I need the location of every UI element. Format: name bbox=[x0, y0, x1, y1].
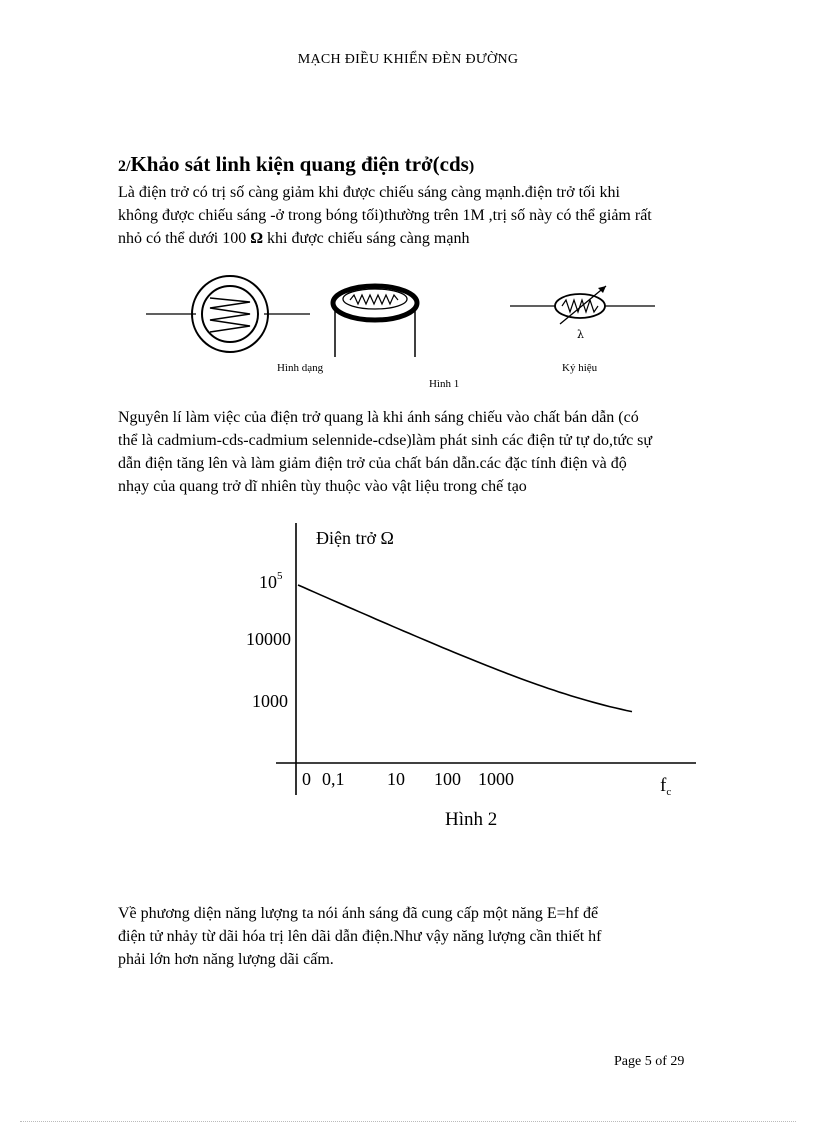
section-title: Khảo sát linh kiện quang điện trở(cds bbox=[130, 152, 469, 176]
principle-line: Nguyên lí làm việc của điện trở quang là khi ánh sáng chiếu vào chất bán dẫn (có bbox=[118, 409, 639, 426]
energy-line: Về phương diện năng lượng ta nói ánh sáng đã cung cấp một năng E=hf để bbox=[118, 905, 599, 922]
page-footer: Page 5 of 29 bbox=[614, 1054, 685, 1069]
ohm-symbol: Ω bbox=[250, 230, 264, 247]
ldr-top-view bbox=[146, 276, 310, 352]
section-title-close: ) bbox=[468, 158, 475, 175]
intro-line: Là điện trở có trị số càng giảm khi được chiếu sáng càng mạnh.điện trở tối khi bbox=[118, 184, 620, 201]
x-tick-label: 0,1 bbox=[322, 769, 345, 789]
x-tick-label: 0 bbox=[302, 769, 311, 789]
y-tick-label: 10000 bbox=[246, 629, 291, 649]
figure-2-chart bbox=[240, 515, 710, 835]
y-tick-label: $10^5$ bbox=[259, 570, 283, 592]
x-axis-label: $f_c$ bbox=[660, 775, 672, 798]
energy-paragraph bbox=[118, 902, 718, 971]
symbol-label: Ký hiệu bbox=[562, 362, 598, 374]
principle-line: nhạy của quang trở dĩ nhiên tùy thuộc vào vật liệu trong chế tạo bbox=[118, 478, 527, 495]
figure-1-ldr bbox=[140, 262, 670, 398]
section-number: 2/ bbox=[118, 158, 131, 175]
section-heading bbox=[118, 152, 474, 177]
page-divider bbox=[20, 1121, 796, 1122]
page-header: MẠCH ĐIỀU KHIỂN ĐÈN ĐƯỜNG bbox=[297, 52, 519, 67]
resistance-curve bbox=[298, 585, 632, 712]
energy-line: phải lớn hơn năng lượng dãi cấm. bbox=[118, 951, 334, 968]
intro-paragraph bbox=[118, 181, 758, 250]
principle-line: dẫn điện tăng lên và làm giảm điện trở của chất bán dẫn.các đặc tính điện và độ bbox=[118, 455, 627, 472]
figure-2-caption: Hình 2 bbox=[445, 809, 498, 830]
ldr-schematic-symbol bbox=[510, 286, 655, 324]
y-axis-label: Điện trở Ω bbox=[316, 528, 394, 548]
x-tick-label: 10 bbox=[387, 769, 405, 789]
ldr-side-view bbox=[333, 286, 417, 357]
energy-line: điện tử nhảy từ dãi hóa trị lên dãi dẫn điện.Như vậy năng lượng cần thiết hf bbox=[118, 928, 602, 945]
intro-line-with-ohm: nhỏ có thể dưới 100 Ω khi được chiếu sáng càng mạnh bbox=[118, 230, 470, 247]
lambda-label: λ bbox=[577, 328, 584, 341]
figure-1-caption: Hình 1 bbox=[429, 378, 460, 390]
x-tick-label: 1000 bbox=[478, 769, 514, 789]
principle-paragraph bbox=[118, 406, 758, 498]
shape-label: Hình dạng bbox=[277, 362, 324, 374]
principle-line: thể là cadmium-cds-cadmium selennide-cdse)làm phát sinh các điện tử tự do,tức sự bbox=[118, 432, 653, 449]
intro-line: không được chiếu sáng -ở trong bóng tối)thường trên 1M ,trị số này có thể giảm rất bbox=[118, 207, 652, 224]
x-tick-label: 100 bbox=[434, 769, 461, 789]
y-tick-label: 1000 bbox=[252, 691, 288, 711]
